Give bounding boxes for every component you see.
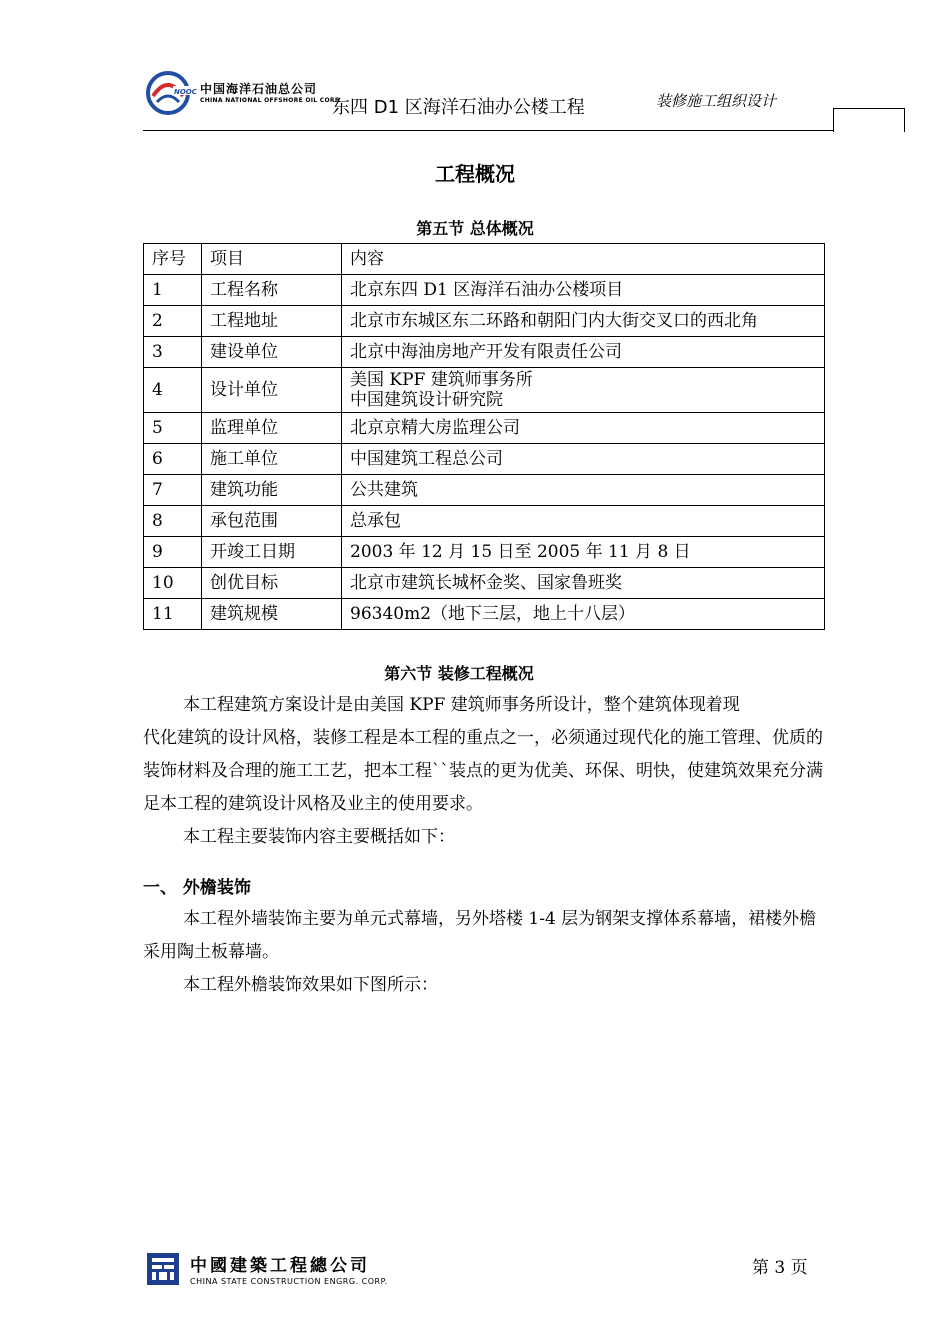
- row-item-cell: 建筑功能: [202, 475, 342, 506]
- row-content-text: 美国 KPF 建筑师事务所: [350, 370, 533, 390]
- table-row: [144, 306, 825, 337]
- row-content-cell: [342, 537, 825, 568]
- table-row: [144, 599, 825, 630]
- row-number-cell: 7: [144, 475, 202, 506]
- table-row: [144, 337, 825, 368]
- row-number-cell: 3: [144, 337, 202, 368]
- row-content-cell: [342, 368, 825, 413]
- row-item-cell: 开竣工日期: [202, 537, 342, 568]
- table-header-row: [144, 244, 825, 275]
- row-content-cell: [342, 337, 825, 368]
- table-row: [144, 275, 825, 306]
- paragraph-1-rest: 代化建筑的设计风格，装修工程是本工程的重点之一，必须通过现代化的施工管理、优质的装饰材料及合理的施工工艺，把本工程``装点的更为优美、环保、明快，使建筑效果充分满足本工程的建筑设计风格及业主的使用要求。: [143, 728, 823, 814]
- row-content-cell: [342, 306, 825, 337]
- paragraph-1-line-1: 本工程建筑方案设计是由美国 KPF 建筑师事务所设计，整个建筑体现着现: [183, 695, 740, 715]
- paragraph-1: [143, 689, 823, 821]
- row-content-cell: [342, 413, 825, 444]
- document-title: 装修施工组织设计: [656, 92, 777, 110]
- row-content-cell: [342, 599, 825, 630]
- row-content-text: 北京市东城区东二环路和朝阳门内大街交叉口的西北角: [350, 311, 758, 331]
- header-box: [833, 108, 905, 132]
- paragraph-4: 本工程外檐装饰效果如下图所示：: [183, 975, 438, 995]
- page-number: 第 3 页: [752, 1258, 808, 1278]
- table-header-cell: 项目: [202, 244, 342, 275]
- row-number-cell: 11: [144, 599, 202, 630]
- table-row: [144, 475, 825, 506]
- row-content-cell: [342, 275, 825, 306]
- row-item-cell: 承包范围: [202, 506, 342, 537]
- row-item-cell: 工程名称: [202, 275, 342, 306]
- svg-text:NOOC: NOOC: [174, 88, 197, 96]
- cscec-company-name-en: CHINA STATE CONSTRUCTION ENGRG. CORP.: [190, 1277, 388, 1286]
- cscec-company-name: 中國建築工程總公司: [190, 1256, 370, 1276]
- subheading-exterior: 一、 外檐装饰: [143, 878, 251, 898]
- row-number-cell: 4: [144, 368, 202, 413]
- row-number-cell: 9: [144, 537, 202, 568]
- table-row: [144, 444, 825, 475]
- row-item-cell: 监理单位: [202, 413, 342, 444]
- row-item-cell: 工程地址: [202, 306, 342, 337]
- overview-table: [143, 243, 825, 630]
- row-number-cell: 1: [144, 275, 202, 306]
- row-content-text: 2003 年 12 月 15 日至 2005 年 11 月 8 日: [350, 542, 691, 562]
- row-number-cell: 10: [144, 568, 202, 599]
- row-content-text-2: 中国建筑设计研究院: [350, 390, 503, 410]
- cnooc-logo-icon: [143, 66, 197, 116]
- row-content-cell: [342, 444, 825, 475]
- table-row: [144, 537, 825, 568]
- row-content-text: 96340m2（地下三层，地上十八层）: [350, 604, 636, 624]
- section6-heading: 第六节 装修工程概况: [384, 664, 534, 683]
- table-header-cell: 序号: [144, 244, 202, 275]
- row-number-cell: 6: [144, 444, 202, 475]
- table-header-cell: 内容: [342, 244, 825, 275]
- page-title: 工程概况: [435, 162, 515, 186]
- row-content-text: 北京京精大房监理公司: [350, 418, 520, 438]
- cscec-logo-icon: [147, 1253, 179, 1285]
- row-item-cell: 建设单位: [202, 337, 342, 368]
- table-row: [144, 413, 825, 444]
- row-item-cell: 建筑规模: [202, 599, 342, 630]
- row-content-text: 北京中海油房地产开发有限责任公司: [350, 342, 622, 362]
- table-row: [144, 506, 825, 537]
- row-item-cell: 创优目标: [202, 568, 342, 599]
- row-content-cell: [342, 568, 825, 599]
- row-item-cell: 设计单位: [202, 368, 342, 413]
- paragraph-2: 本工程主要装饰内容主要概括如下：: [183, 827, 455, 847]
- row-content-text: 公共建筑: [350, 480, 418, 500]
- row-number-cell: 8: [144, 506, 202, 537]
- row-item-cell: 施工单位: [202, 444, 342, 475]
- section5-heading: 第五节 总体概况: [416, 219, 534, 238]
- project-title: 东四 D1 区海洋石油办公楼工程: [332, 97, 585, 118]
- table-row: [144, 368, 825, 413]
- row-content-cell: [342, 506, 825, 537]
- paragraph-3: 本工程外墙装饰主要为单元式幕墙，另外塔楼 1-4 层为钢架支撑体系幕墙，裙楼外檐采用陶土板幕墙。: [143, 909, 817, 962]
- row-number-cell: 5: [144, 413, 202, 444]
- row-content-text: 总承包: [350, 511, 401, 531]
- row-number-cell: 2: [144, 306, 202, 337]
- header-divider: [143, 130, 833, 131]
- cnooc-company-name-en: CHINA NATIONAL OFFSHORE OIL CORP.: [200, 97, 342, 104]
- row-content-text: 北京市建筑长城杯金奖、国家鲁班奖: [350, 573, 622, 593]
- row-content-text: 北京东四 D1 区海洋石油办公楼项目: [350, 280, 624, 300]
- row-content-cell: [342, 475, 825, 506]
- cnooc-company-name: 中国海洋石油总公司: [200, 82, 318, 96]
- table-row: [144, 568, 825, 599]
- row-content-text: 中国建筑工程总公司: [350, 449, 503, 469]
